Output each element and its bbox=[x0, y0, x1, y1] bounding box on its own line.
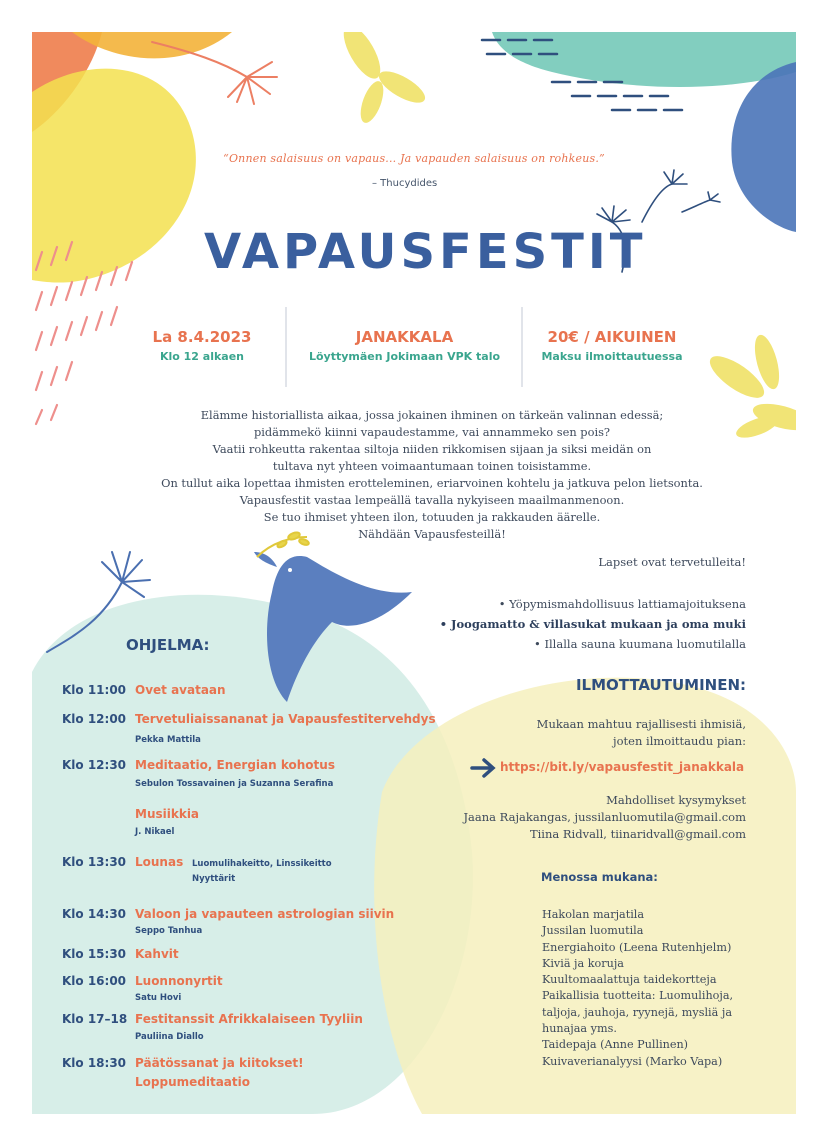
orange-arc bbox=[72, 32, 232, 58]
bullet-item: • Yöpymismahdollisuus lattiamajoituksena bbox=[498, 597, 746, 611]
exhibitors-heading: Menossa mukana: bbox=[541, 870, 658, 884]
info-date-sub: Klo 12 alkaen bbox=[159, 350, 245, 363]
program-time: Klo 14:30 bbox=[62, 907, 127, 921]
exhibitors-list bbox=[542, 907, 772, 1070]
exhibitor-item: Taidepaja (Anne Pullinen) bbox=[542, 1038, 689, 1052]
exhibitor-item: Kiviä ja koruja bbox=[542, 956, 624, 970]
program-time: Klo 15:30 bbox=[62, 947, 127, 961]
intro-line: Se tuo ihmiset yhteen ilon, totuuden ja rakkauden äärelle. bbox=[263, 510, 601, 524]
contact-line: Jaana Rajakangas, jussilanluomutila@gmail.com bbox=[463, 810, 746, 824]
info-location-sub: Löyttymäen Jokimaan VPK talo bbox=[308, 350, 501, 363]
info-price bbox=[527, 328, 697, 363]
blue-leaf bbox=[731, 62, 796, 232]
program-title: Tervetuliaissananat ja Vapausfestitervehdys bbox=[135, 712, 436, 726]
registration-line: Mukaan mahtuu rajallisesti ihmisiä, bbox=[536, 717, 746, 731]
exhibitor-item: Paikallisia tuotteita: Luomulihoja, bbox=[542, 989, 734, 1003]
poster bbox=[32, 32, 796, 1114]
registration-link[interactable]: https://bit.ly/vapausfestit_janakkala bbox=[500, 760, 745, 774]
intro-line: Vaatii rohkeutta rakentaa siltoja niiden rikkomisen sijaan ja siksi meidän on bbox=[212, 442, 652, 456]
exhibitor-item: Kuivaverianalyysi (Marko Vapa) bbox=[542, 1054, 723, 1068]
info-location bbox=[292, 328, 517, 363]
program-title: Ovet avataan bbox=[135, 683, 226, 697]
intro-line: Vapausfestit vastaa lempeällä tavalla nykyiseen maailmanmenoon. bbox=[239, 493, 625, 507]
contact-info bbox=[463, 792, 746, 843]
program-title: Päätössanat ja kiitokset! bbox=[135, 1056, 304, 1070]
program-title: Lounas bbox=[135, 855, 184, 869]
exhibitor-item: taljoja, jauhoja, ryynejä, mysliä ja bbox=[542, 1005, 732, 1019]
info-date bbox=[117, 328, 287, 363]
program-title: Musiikkia bbox=[135, 807, 200, 821]
registration-line: joten ilmoittaudu pian: bbox=[613, 734, 746, 748]
intro-line: tultava nyt yhteen voimaantumaan toinen toisistamme. bbox=[272, 459, 592, 473]
contact-line: Tiina Ridvall, tiinaridvall@gmail.com bbox=[529, 827, 746, 841]
program-title: Meditaatio, Energian kohotus bbox=[135, 758, 335, 772]
registration-text bbox=[537, 716, 746, 750]
program-speaker: Nyyttärit bbox=[192, 874, 236, 884]
program-speaker: Pauliina Diallo bbox=[135, 1032, 204, 1042]
program-title: Valoon ja vapauteen astrologian siivin bbox=[135, 907, 395, 921]
info-price-sub: Maksu ilmoittautuessa bbox=[541, 350, 683, 363]
exhibitor-item: Hakolan marjatila bbox=[542, 908, 645, 921]
registration-heading: ILMOTTAUTUMINEN: bbox=[575, 676, 746, 694]
program-time: Klo 12:00 bbox=[62, 712, 127, 726]
program-time: Klo 18:30 bbox=[62, 1056, 127, 1070]
exhibitor-item: Kuultomaalattuja taidekortteja bbox=[542, 973, 717, 987]
program-title: Festitanssit Afrikkalaiseen Tyyliin bbox=[135, 1012, 363, 1026]
program-speaker: Pekka Mattila bbox=[135, 735, 201, 745]
info-price-value: 20€ / AIKUINEN bbox=[547, 328, 677, 346]
program-time: Klo 13:30 bbox=[62, 855, 127, 869]
exhibitor-item: hunajaa yms. bbox=[542, 1022, 617, 1036]
info-date-value: La 8.4.2023 bbox=[152, 328, 252, 346]
program-speaker: Seppo Tanhua bbox=[135, 926, 203, 936]
intro-line: Nähdään Vapausfesteillä! bbox=[358, 527, 506, 541]
exhibitor-item: Jussilan luomutila bbox=[542, 924, 644, 938]
program-speaker: Satu Hovi bbox=[135, 993, 182, 1003]
program-time: Klo 11:00 bbox=[62, 683, 127, 697]
intro-line: On tullut aika lopettaa ihmisten erotteleminen, eriarvoinen kohtelu ja jatkuva pelon lietsonta. bbox=[161, 476, 703, 490]
bullet-item: • Joogamatto & villasukat mukaan ja oma muki bbox=[439, 617, 746, 631]
program-title: Luonnonyrtit bbox=[135, 974, 223, 988]
contact-title: Mahdolliset kysymykset bbox=[606, 793, 746, 807]
quote-text: “Onnen salaisuus on vapaus... Ja vapauden salaisuus on rohkeus.” bbox=[223, 152, 605, 165]
bullet-item: • Illalla sauna kuumana luomutilalla bbox=[534, 637, 746, 651]
yellow-leaves-top bbox=[337, 32, 430, 126]
intro-text bbox=[92, 407, 772, 543]
program-title: Kahvit bbox=[135, 947, 179, 961]
info-location-value: JANAKKALA bbox=[355, 328, 454, 346]
intro-line: Elämme historiallista aikaa, jossa jokainen ihminen on tärkeän valinnan edessä; bbox=[200, 408, 664, 422]
exhibitor-item: Energiahoito (Leena Rutenhjelm) bbox=[542, 940, 732, 954]
program-speaker: Sebulon Tossavainen ja Suzanna Serafina bbox=[135, 779, 334, 789]
intro-line: pidämmekö kiinni vapaudestamme, vai annammeko sen pois? bbox=[253, 425, 611, 439]
program-speaker: Luomulihakeitto, Linssikeitto bbox=[192, 859, 332, 869]
quote-author: – Thucydides bbox=[372, 178, 438, 189]
event-title: VAPAUSFESTIT bbox=[204, 224, 647, 280]
program-heading: OHJELMA: bbox=[126, 636, 210, 654]
program-speaker: J. Nikael bbox=[135, 827, 175, 837]
program-title: Loppumeditaatio bbox=[135, 1075, 250, 1089]
program-time: Klo 16:00 bbox=[62, 974, 127, 988]
info-bullets bbox=[440, 594, 746, 654]
kids-welcome: Lapset ovat tervetulleita! bbox=[598, 555, 746, 569]
program-time: Klo 17–18 bbox=[62, 1012, 128, 1026]
program-time: Klo 12:30 bbox=[62, 758, 127, 772]
